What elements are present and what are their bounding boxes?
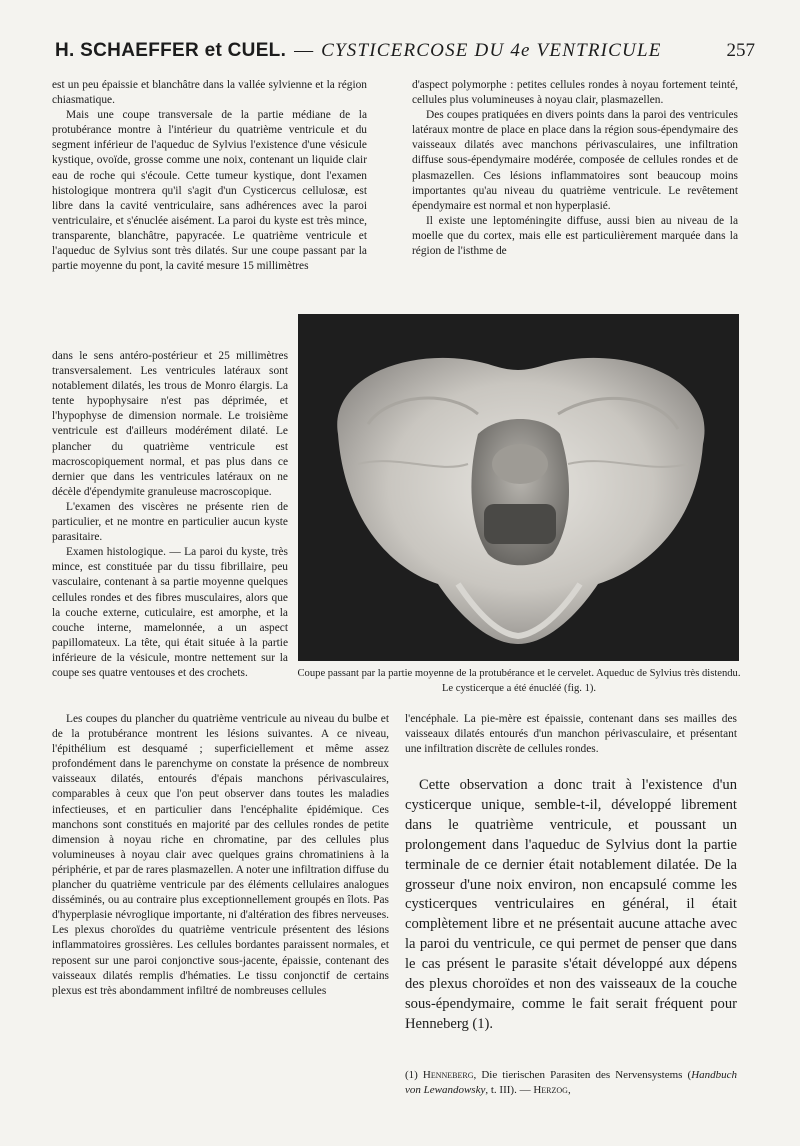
footnote-author: Henneberg <box>422 1069 474 1081</box>
paragraph: l'encéphale. La pie-mère est épaissie, contenant dans ses mailles des vaisseaux dilatés entourés d'un manchon périvasculaire, et présentant une infiltration discrète de cellules rondes. <box>405 713 737 756</box>
column-left-narrow <box>52 349 288 681</box>
header-authors: H. SCHAEFFER et CUEL. <box>55 40 287 61</box>
paragraph: dans le sens antéro-postérieur et 25 millimètres transversalement. Les ventricules latéraux sont notablement dilatés, les trous de Monro élargis. La tente hypophysaire n'est pas déprimée, et l'hypophyse de dimension normale. Le troisième ventricule est d'ailleurs modérément dilaté. Le plancher du quatrième ventricule est macroscopiquement normal, et pas plus dans ce dernier que dans les ventricules latéraux on ne décèle d'épendymite granuleuse macroscopique. <box>52 350 288 498</box>
column-right-top <box>412 78 738 259</box>
footnote-text: , t. III). — <box>485 1083 531 1096</box>
paragraph: Il existe une leptoméningite diffuse, aussi bien au niveau de la moelle que du cortex, mais elle est particulièrement marquée dans la région de l'isthme de <box>412 214 738 258</box>
header-title: CYSTICERCOSE DU 4e VENTRICULE <box>321 40 662 61</box>
figure-brain-section-photo <box>298 314 739 661</box>
paragraph: Les coupes du plancher du quatrième ventricule au niveau du bulbe et de la protubérance montrent les lésions suivantes. A ce niveau, l'épithélium est desquamé ; superficiellement et même assez profondément dans le parenchyme on constate la présence de nombreux vaisseaux dilatés, entourés d'épais manchons périvasculaires, comparables à ceux que l'on peut observer dans toutes les maladies infectieuses, et en particulier dans l'encéphalite épidémique. Ces manchons sont constitués en majorité par des cellules rondes de petite dimension à noyau riche en chromatine, par des cellules plus volumineuses à noyau clair avec quelques grains chromatiniens à la périphérie, et par de rares plasmazellen. A noter une infiltration diffuse du plancher du quatrième ventricule par des éléments cellulaires analogues disséminés, ou au contraire plus exceptionnellement groupés en îlots. Pas d'hyperplasie névroglique importante, ni d'altération des fibres nerveuses. Les plexus choroïdes du quatrième ventricule présentent des lésions inflammatoires grossières. Les cellules bordantes paraissent normales, et reposent sur une paroi conjonctive sous-jacente, épaissie, contenant des vaisseaux dilatés remplis d'hématies. Le tissu conjonctif de certains plexus est très abondamment infiltré de nombreuses cellules <box>52 713 389 997</box>
footnote-text: , <box>567 1083 571 1096</box>
running-header <box>55 40 755 62</box>
column-left-top <box>52 78 367 274</box>
paragraph: est un peu épaissie et blanchâtre dans la vallée sylvienne et la région chiasmatique. <box>52 79 367 107</box>
column-right-large-text <box>405 776 737 1035</box>
figure-caption: Coupe passant par la partie moyenne de la protubérance et le cervelet. Aqueduc de Sylvius très distendu. Le cysticerque a été énucléé (fig. 1). <box>297 668 741 694</box>
column-left-bottom <box>52 712 389 999</box>
paragraph: L'examen des viscères ne présente rien de particulier, et ne montre en particulier aucun kyste parasitaire. <box>52 500 288 544</box>
paragraph: Des coupes pratiquées en divers points dans la paroi des ventricules latéraux montre de place en place dans la région sous-épendymaire des vaisseaux dilatés avec manchons périvasculaires, une infiltration diffuse sous-épendymaire modérée, composée de cellules rondes et de plasmazellen. Ces lésions inflammatoires sont beaucoup moins importantes qu'au niveau du quatrième ventricule. Le revêtement épendymaire est normal et non hyperplasié. <box>412 109 738 212</box>
footnote-text: , Die tierischen Parasiten des Nervensystems ( <box>473 1069 692 1081</box>
footnote-author: Herzog <box>533 1083 568 1096</box>
column-right-mid <box>405 712 737 757</box>
brain-section-image <box>298 314 739 661</box>
paragraph-conclusion: Cette observation a donc trait à l'existence d'un cysticerque unique, semble-t-il, développé librement dans le quatrième ventricule, et poussant un prolongement dans l'aqueduc de Sylvius dont la partie terminale de ce dernier était notablement dilatée. De la grosseur d'une noix environ, non encapsulé comme les cysticerques ventriculaires en général, il était complètement libre et ne présentait aucune attache avec la paroi du ventricule, ce qui permet de penser que dans le cas présent le parasite s'était développé aux dépens des plexus choroïdes et non des vaisseaux de la couche sous-épendymaire, comme le fait serait fréquent pour Henneberg (1). <box>405 777 737 1032</box>
header-dash: — <box>294 40 314 61</box>
footnote-number: (1) <box>405 1069 418 1081</box>
page-number: 257 <box>726 40 755 61</box>
paragraph: d'aspect polymorphe : petites cellules rondes à noyau fortement teinté, cellules plus volumineuses à noyau clair, plasmazellen. <box>412 79 738 107</box>
footnote-work: Handbuch von Lewandowsky <box>405 1069 738 1096</box>
footnote <box>405 1068 737 1097</box>
paragraph: Mais une coupe transversale de la partie médiane de la protubérance montre à l'intérieur du quatrième ventricule et du segment inférieur de l'aqueduc de Sylvius l'existence d'une vésicule kystique, ovoïde, grosse comme une noix, contenant un liquide clair eau de roche qui s'écoule. Cette tumeur kystique, dont l'examen histologique montrera qu'il s'agit d'un Cysticercus cellulosæ, est libre dans la cavité ventriculaire, sans adhérences avec la paroi ventriculaire, et s'énuclée aisément. La paroi du kyste est très mince, transparente, blanchâtre, papyracée. Le quatrième ventricule et l'aqueduc de Sylvius sont très dilatés. Sur une coupe passant par la partie moyenne du pont, la cavité mesure 15 millimètres <box>52 109 367 273</box>
paragraph-histology: Examen histologique. — La paroi du kyste, très mince, est constituée par du tissu fibrillaire, peu vasculaire, contenant à sa partie moyenne quelques cellules rondes et des fibres musculaires, alors que la couche externe, cuticulaire, est amorphe, et la couche interne, mamelonnée, a un aspect papillomateux. La tête, qui était située à la partie inférieure de la vésicule, montre nettement sur la coupe ses quatre ventouses et des crochets. <box>52 546 288 679</box>
